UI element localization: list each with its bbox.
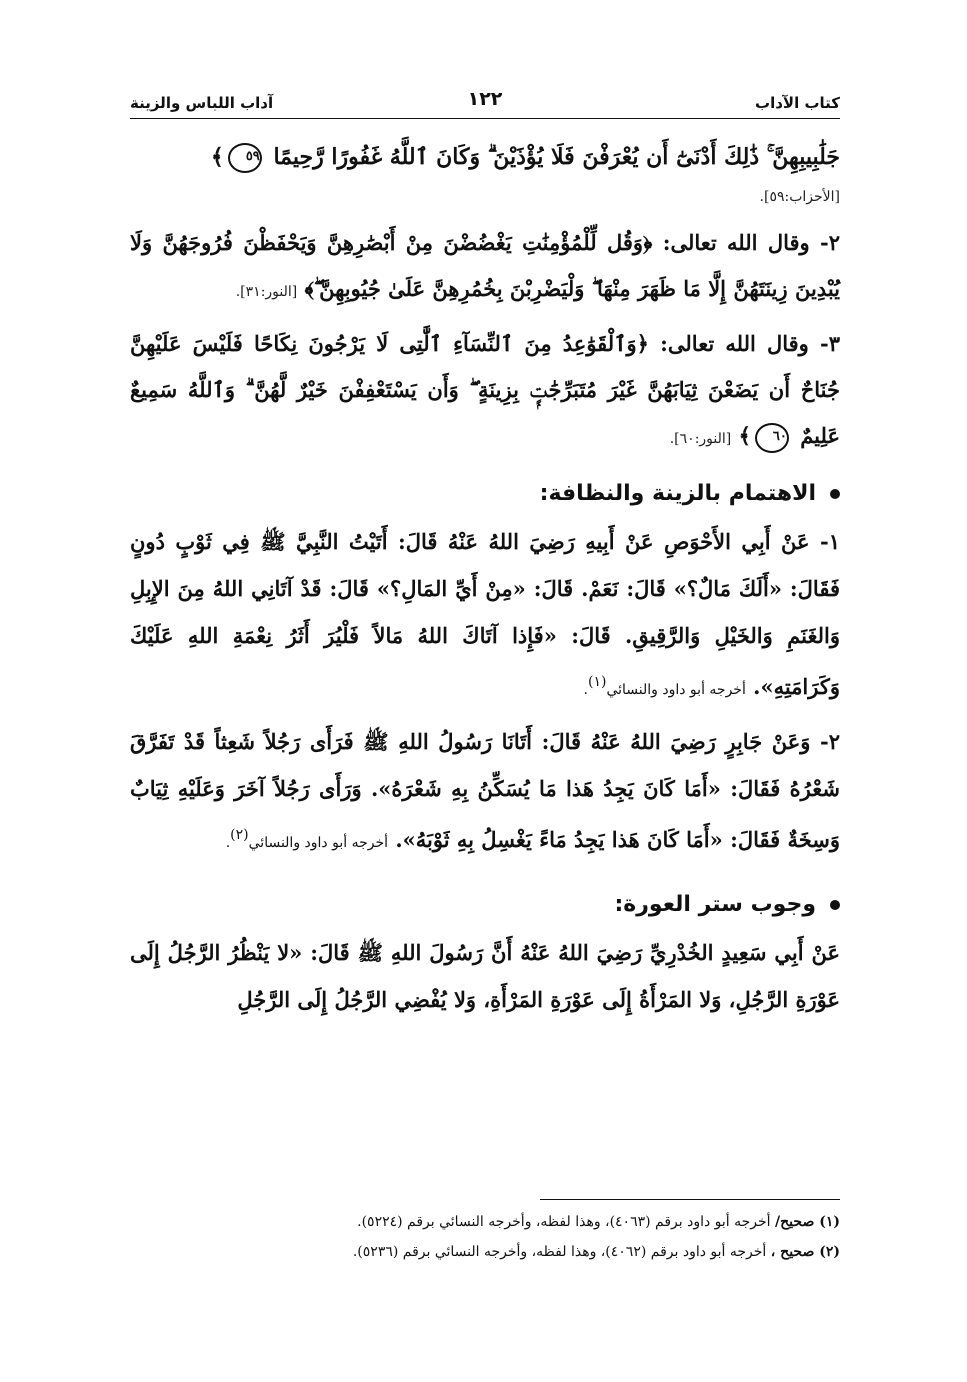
hadith-text: عَنْ أَبِي الأَحْوَصِ عَنْ أَبِيهِ رَضِيَ اللهُ عَنْهُ قَالَ: أَتَيْتُ النَّبِيَّ ﷺ فِي ثَوْبٍ دُونٍ فَقَالَ: «أَلَكَ مَالٌ؟» قَالَ: نَعَمْ. قَالَ: «مِنْ أَيِّ المَالِ؟» قَالَ: قَدْ آتَانِي اللهُ مِنَ الإِبِلِ وَالغَنَمِ وَالخَيْلِ وَالرَّقِيقِ. قَالَ: «فَإِذا آتَاكَ اللهُ مَالاً فَلْيُرَ أَثَرُ نِعْمَةِ اللهِ عَلَيْكَ وَكَرَامَتِهِ».	[130, 529, 840, 699]
bullet-icon	[830, 900, 840, 910]
section-heading-awrah	[130, 881, 840, 929]
verse-close-bracket: ﴾	[210, 144, 224, 170]
footnote-label: (١) صحيح/	[775, 1214, 840, 1230]
footnote-text: أخرجه أبو داود برقم (٤٠٦٣)، وهذا لفظه، وأخرجه النسائي برقم (٥٢٢٤).	[357, 1214, 771, 1230]
page-number: ١٢٢	[467, 88, 503, 110]
aya-number-mark: ٥٩	[228, 143, 262, 173]
footnotes	[130, 1207, 840, 1267]
book-title: كتاب الآداب	[755, 94, 840, 112]
section-heading-adornment	[130, 470, 840, 518]
item-intro: وقال الله تعالى:	[662, 230, 810, 255]
item-reference: [النور:٣١].	[235, 284, 298, 300]
bullet-icon	[830, 489, 840, 499]
hadith-awrah	[130, 929, 840, 1023]
hadith-number: ١-	[820, 529, 841, 554]
footnote-text: أخرجه أبو داود برقم (٤٠٦٢)، وهذا لفظه، وأخرجه النسائي برقم (٥٢٣٦).	[352, 1244, 767, 1260]
page-header	[130, 80, 840, 112]
item-intro: وقال الله تعالى:	[660, 331, 809, 356]
verse-continuation	[130, 134, 840, 180]
header-divider	[130, 118, 840, 119]
footnote-2	[130, 1237, 840, 1267]
hadith-number: ٢-	[820, 729, 840, 754]
item-reference: [النور:٦٠].	[669, 431, 732, 447]
footnote-1	[130, 1207, 840, 1237]
hadith-source: أخرجه أبو داود والنسائي	[248, 835, 389, 851]
item-number: ٢-	[820, 230, 841, 255]
hadith-text: وَعَنْ جَابِرٍ رَضِيَ اللهُ عَنْهُ قَالَ: أَتَانَا رَسُولُ اللهِ ﷺ فَرَأَى رَجُلاً شَعِثاً قَدْ تَفَرَّقَ شَعْرُهُ فَقَالَ: «أَمَا كَانَ يَجِدُ هَذا مَا يُسَكِّنُ بِهِ شَعْرَهُ». وَرَأَى رَجُلاً آخَرَ وَعَلَيْهِ ثِيَابٌ وَسِخَةٌ فَقَالَ: «أَمَا كَانَ هَذا يَجِدُ مَاءً يَغْسِلُ بِهِ ثَوْبَهُ».	[130, 729, 840, 852]
footnote-ref: (٢)	[230, 827, 249, 843]
footnote-divider	[540, 1199, 840, 1200]
verse-text: جَلَٰبِيبِهِنَّ ۚ ذَٰلِكَ أَدْنَىٰٓ أَن يُعْرَفْنَ فَلَا يُؤْذَيْنَ ۗ وَكَانَ ٱللَّهُ غَفُورًا رَّحِيمًا	[273, 144, 840, 170]
hadith-1: ١- عَنْ أَبِي الأَحْوَصِ عَنْ أَبِيهِ رَضِيَ اللهُ عَنْهُ قَالَ: أَتَيْتُ النَّبِيَّ ﷺ فِي ثَوْبٍ دُونٍ فَقَالَ: «أَلَكَ مَالٌ؟» قَالَ: نَعَمْ. قَالَ: «مِنْ أَيِّ المَالِ؟» قَالَ: قَدْ آتَانِي اللهُ مِنَ الإِبِلِ وَالغَنَمِ وَالخَيْلِ وَالرَّقِيقِ. قَالَ: «فَإِذا آتَاكَ اللهُ مَالاً فَلْيُرَ أَثَرُ نِعْمَةِ اللهِ عَلَيْكَ وَكَرَامَتِهِ». أخرجه أبو داود والنسائي$^{(١)}$.	[130, 529, 841, 699]
item-verse: ﴿وَٱلْقَوَٰعِدُ مِنَ ٱلنِّسَآءِ ٱلَّٰتِى لَا يَرْجُونَ نِكَاحًا فَلَيْسَ عَلَيْهِنَّ جُنَاحٌ أَن يَضَعْنَ ثِيَابَهُنَّ غَيْرَ مُتَبَرِّجَٰتٍۭ بِزِينَةٍ ۖ وَأَن يَسْتَعْفِفْنَ خَيْرٌ لَّهُنَّ ۗ وَٱللَّهُ سَمِيعٌ عَلِيمٌ	[130, 331, 840, 448]
verse-reference: [الأحزاب:٥٩].	[759, 189, 840, 205]
section-heading-text: وجوب ستر العورة:	[614, 892, 816, 917]
item-verse: ﴿وَقُل لِّلْمُؤْمِنَٰتِ يَغْضُضْنَ مِنْ أَبْصَٰرِهِنَّ وَيَحْفَظْنَ فُرُوجَهُنَّ وَلَا يُبْدِينَ زِينَتَهُنَّ إِلَّا مَا ظَهَرَ مِنْهَا ۖ وَلْيَضْرِبْنَ بِخُمُرِهِنَّ عَلَىٰ جُيُوبِهِنَّ ۖ﴾	[130, 230, 840, 301]
item-number: ٣-	[820, 331, 841, 356]
hadith-2: ٢- وَعَنْ جَابِرٍ رَضِيَ اللهُ عَنْهُ قَالَ: أَتَانَا رَسُولُ اللهِ ﷺ فَرَأَى رَجُلاً شَعِثاً قَدْ تَفَرَّقَ شَعْرُهُ فَقَالَ: «أَمَا كَانَ يَجِدُ هَذا مَا يُسَكِّنُ بِهِ شَعْرَهُ». وَرَأَى رَجُلاً آخَرَ وَعَلَيْهِ ثِيَابٌ وَسِخَةٌ فَقَالَ: «أَمَا كَانَ هَذا يَجِدُ مَاءً يَغْسِلُ بِهِ ثَوْبَهُ». أخرجه أبو داود والنسائي$^{(٢)}$.	[130, 729, 840, 852]
hadith-text: عَنْ أَبِي سَعِيدٍ الخُدْرِيِّ رَضِيَ اللهُ عَنْهُ أَنَّ رَسُولَ اللهِ ﷺ قَالَ: «لا يَنْظُرُ الرَّجُلُ إِلَى عَوْرَةِ الرَّجُلِ، وَلا المَرْأَةُ إِلَى عَوْرَةِ المَرْأَةِ، وَلا يُفْضِي الرَّجُلُ إِلَى الرَّجُلِ	[130, 940, 840, 1012]
footnote-label: (٢) صحيح ،	[770, 1244, 840, 1260]
footnote-ref: (١)	[587, 674, 607, 690]
verse-close-bracket: ﴾	[738, 423, 751, 448]
section-heading-text: الاهتمام بالزينة والنظافة:	[539, 481, 816, 506]
chapter-title: آداب اللباس والزينة	[130, 94, 274, 112]
hadith-source: أخرجه أبو داود والنسائي	[606, 682, 746, 698]
verse-reference-line	[130, 180, 840, 214]
quran-item-3	[130, 321, 840, 462]
aya-number-mark: ٦٠	[755, 423, 789, 453]
quran-item-2	[130, 220, 840, 315]
book-page	[130, 80, 840, 1320]
page-body	[130, 134, 840, 1023]
